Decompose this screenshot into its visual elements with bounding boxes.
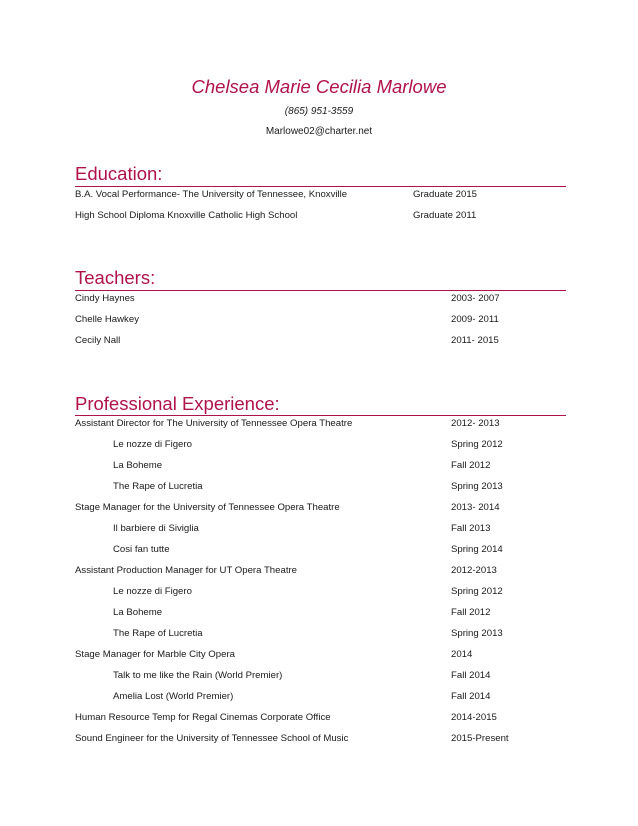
experience-production-row [75,668,566,684]
teacher-name: Cindy Haynes [75,293,135,304]
resume-name: Chelsea Marie Cecilia Marlowe [191,76,447,97]
experience-date: 2013- 2014 [451,502,500,513]
production-date: Fall 2012 [451,460,491,471]
production-title: Il barbiere di Siviglia [113,523,199,534]
experience-date: 2012-2013 [451,565,497,576]
teacher-row [75,333,566,349]
production-title: La Boheme [113,607,163,618]
production-title: Cosi fan tutte [113,544,170,555]
phone-number: (865) 951-3559 [284,106,354,117]
production-title: The Rape of Lucretia [113,628,203,639]
experience-production-row [75,689,566,705]
experience-row [75,731,566,747]
education-degree: High School Diploma Knoxville Catholic High School [75,210,298,221]
production-title: Le nozze di Figero [113,586,192,597]
experience-production-row [75,479,566,495]
experience-row [75,647,566,663]
experience-heading: Professional Experience: [75,393,280,414]
production-title: The Rape of Lucretia [113,481,203,492]
production-date: Fall 2014 [451,670,491,681]
experience-row [75,500,566,516]
experience-row [75,416,566,432]
production-date: Spring 2012 [451,439,503,450]
production-date: Fall 2012 [451,607,491,618]
education-row [75,187,566,203]
production-date: Spring 2013 [451,628,503,639]
experience-position: Stage Manager for Marble City Opera [75,649,235,660]
education-heading: Education: [75,163,163,184]
experience-production-row [75,584,566,600]
experience-date: 2012- 2013 [451,418,500,429]
education-degree: B.A. Vocal Performance- The University of Tennessee, Knoxville [75,189,348,200]
production-title: Amelia Lost (World Premier) [113,691,234,702]
production-title: La Boheme [113,460,163,471]
email-address: Marlowe02@charter.net [265,126,373,137]
production-date: Spring 2012 [451,586,503,597]
production-date: Fall 2013 [451,523,491,534]
teacher-name: Chelle Hawkey [75,314,139,325]
experience-date: 2014-2015 [451,712,497,723]
experience-position: Stage Manager for the University of Tennessee Opera Theatre [75,502,340,513]
experience-position: Human Resource Temp for Regal Cinemas Corporate Office [75,712,331,723]
experience-production-row [75,437,566,453]
experience-date: 2015-Present [451,733,509,744]
production-date: Spring 2014 [451,544,503,555]
experience-production-row [75,542,566,558]
education-date: Graduate 2015 [413,189,478,200]
experience-production-row [75,458,566,474]
production-title: Talk to me like the Rain (World Premier) [113,670,283,681]
experience-row [75,563,566,579]
production-date: Spring 2013 [451,481,503,492]
experience-position: Assistant Production Manager for UT Opera Theatre [75,565,298,576]
experience-production-row [75,521,566,537]
teachers-heading: Teachers: [75,267,156,288]
teacher-row [75,312,566,328]
experience-production-row [75,626,566,642]
education-date: Graduate 2011 [413,210,477,221]
teacher-years: 2009- 2011 [451,314,499,325]
production-title: Le nozze di Figero [113,439,192,450]
experience-row [75,710,566,726]
teacher-row [75,291,566,307]
teacher-years: 2011- 2015 [451,335,499,346]
experience-production-row [75,605,566,621]
teacher-name: Cecily Nall [75,335,121,346]
teacher-years: 2003- 2007 [451,293,500,304]
education-row [75,208,566,224]
experience-position: Sound Engineer for the University of Tennessee School of Music [75,733,349,744]
production-date: Fall 2014 [451,691,491,702]
experience-position: Assistant Director for The University of Tennessee Opera Theatre [75,418,353,429]
experience-date: 2014 [451,649,473,660]
